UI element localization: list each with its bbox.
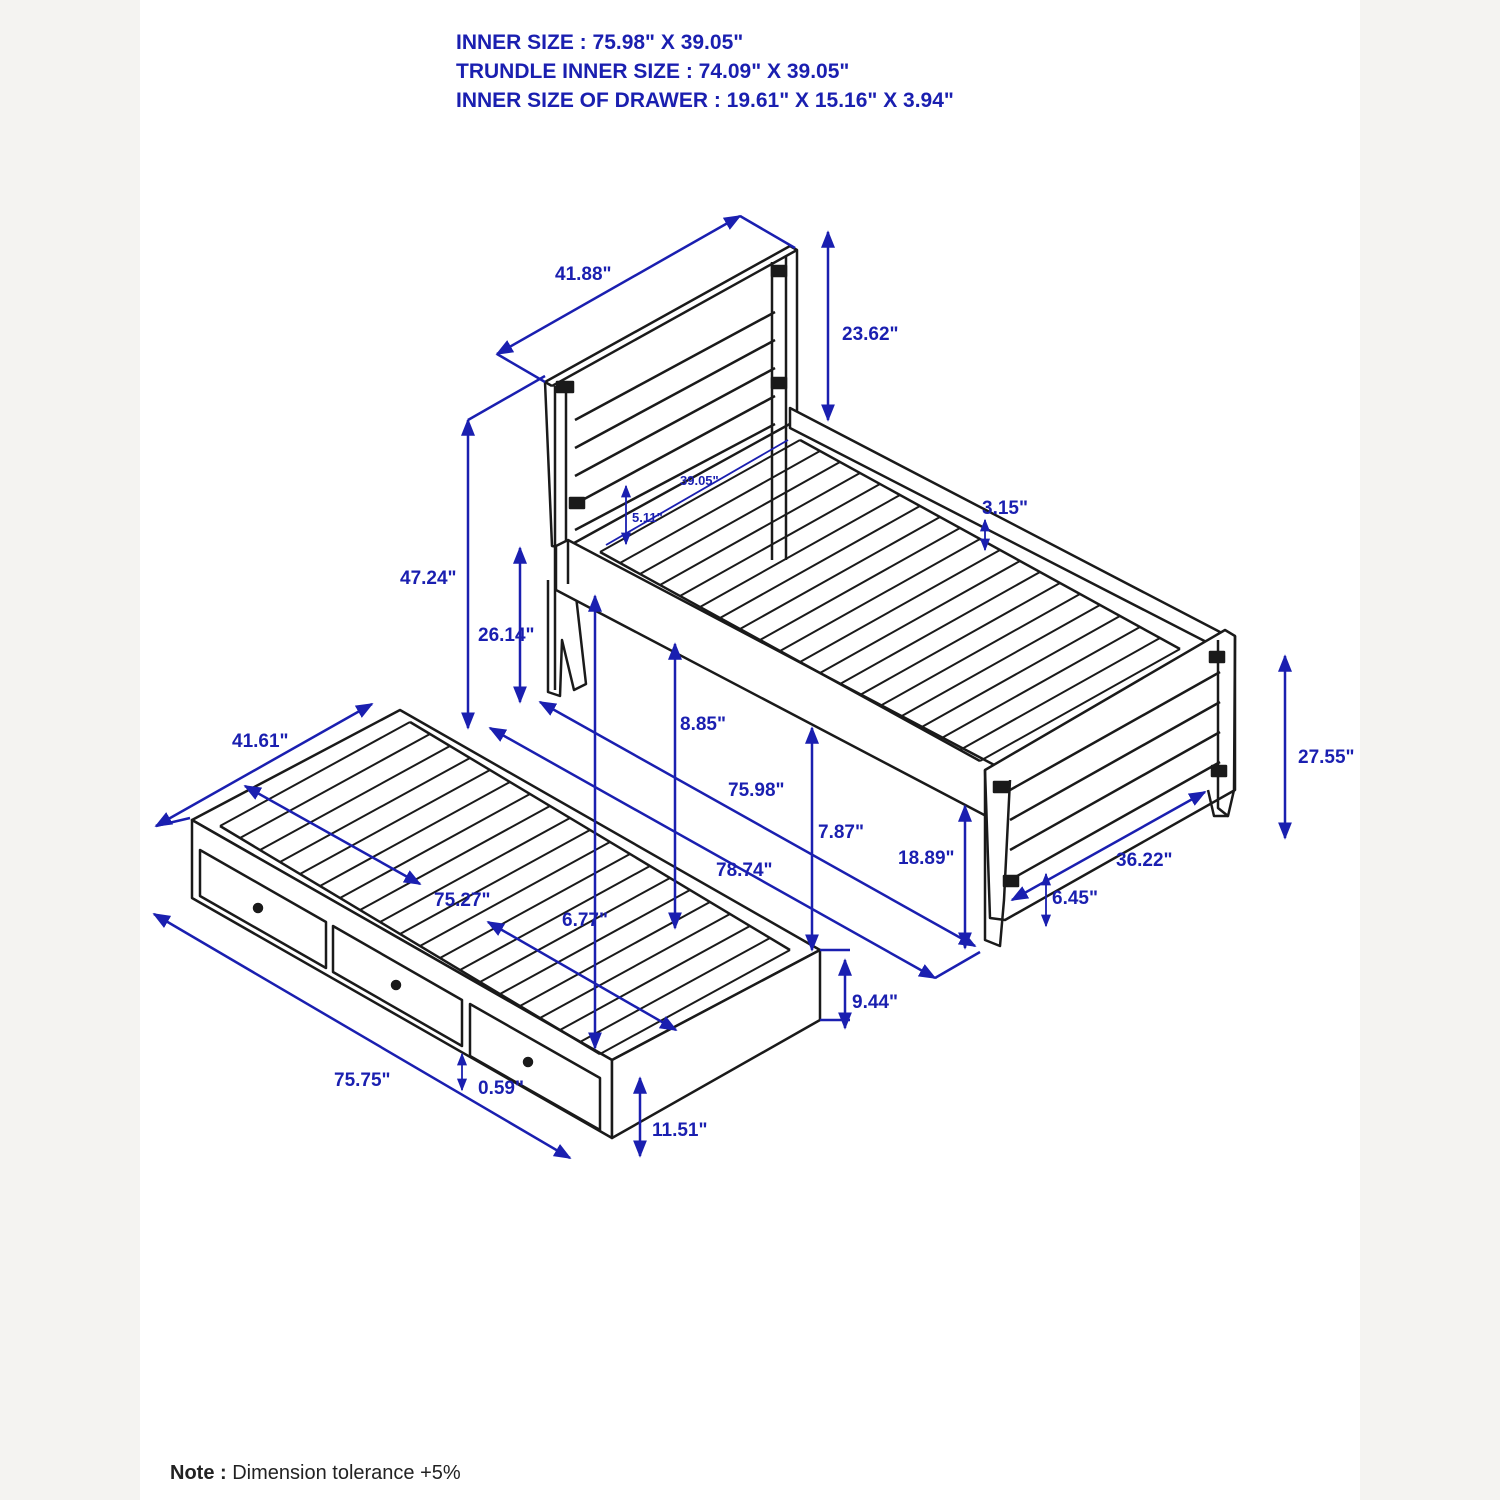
note-label: Note : bbox=[170, 1462, 227, 1484]
dim-trundle-width: 41.61" bbox=[232, 731, 289, 752]
dim-post-height: 26.14" bbox=[478, 625, 535, 646]
trundle-inner-size-spec: TRUNDLE INNER SIZE : 74.09" X 39.05" bbox=[456, 60, 850, 83]
dim-bed-length: 75.98" bbox=[728, 780, 785, 801]
side-rail bbox=[556, 540, 1000, 818]
dim-inner-width: 39.05" bbox=[680, 473, 719, 488]
dim-rail-height-floor: 7.87" bbox=[818, 822, 864, 843]
dim-total-height: 47.24" bbox=[400, 568, 457, 589]
dim-under-bed-clearance: 8.85" bbox=[680, 714, 726, 735]
drawer-knob-3 bbox=[524, 1058, 532, 1066]
bed-frame bbox=[545, 246, 1235, 946]
dim-headboard-width: 41.88" bbox=[555, 264, 612, 285]
drawer-inner-size-spec: INNER SIZE OF DRAWER : 19.61" X 15.16" X 3.94" bbox=[456, 89, 954, 112]
note-text: Dimension tolerance +5% bbox=[226, 1462, 461, 1484]
dim-trundle-length: 75.75" bbox=[334, 1070, 391, 1091]
drawer-knob-2 bbox=[392, 981, 400, 989]
dim-overall-length: 78.74" bbox=[716, 860, 773, 881]
dim-footboard-width: 36.22" bbox=[1116, 850, 1173, 871]
tolerance-note bbox=[170, 1462, 461, 1485]
dim-footboard-height: 27.55" bbox=[1298, 747, 1355, 768]
drawer-knob-1 bbox=[254, 904, 262, 912]
inner-size-spec: INNER SIZE : 75.98" X 39.05" bbox=[456, 31, 744, 54]
dim-drawer-clearance: 0.59" bbox=[478, 1078, 524, 1099]
dim-side-rail-height: 3.15" bbox=[982, 498, 1028, 519]
trundle bbox=[192, 710, 820, 1138]
dim-footboard-post-height: 18.89" bbox=[898, 848, 955, 869]
dim-headboard-slat-gap: 5.11" bbox=[632, 510, 663, 525]
dim-trundle-inner-length: 75.27" bbox=[434, 890, 491, 911]
dim-trundle-height: 9.44" bbox=[852, 992, 898, 1013]
dim-footboard-leg: 6.45" bbox=[1052, 888, 1098, 909]
dim-headboard-height: 23.62" bbox=[842, 324, 899, 345]
dim-trundle-total-height: 11.51" bbox=[652, 1120, 708, 1141]
dim-trundle-slat-gap: 6.77" bbox=[562, 910, 608, 931]
